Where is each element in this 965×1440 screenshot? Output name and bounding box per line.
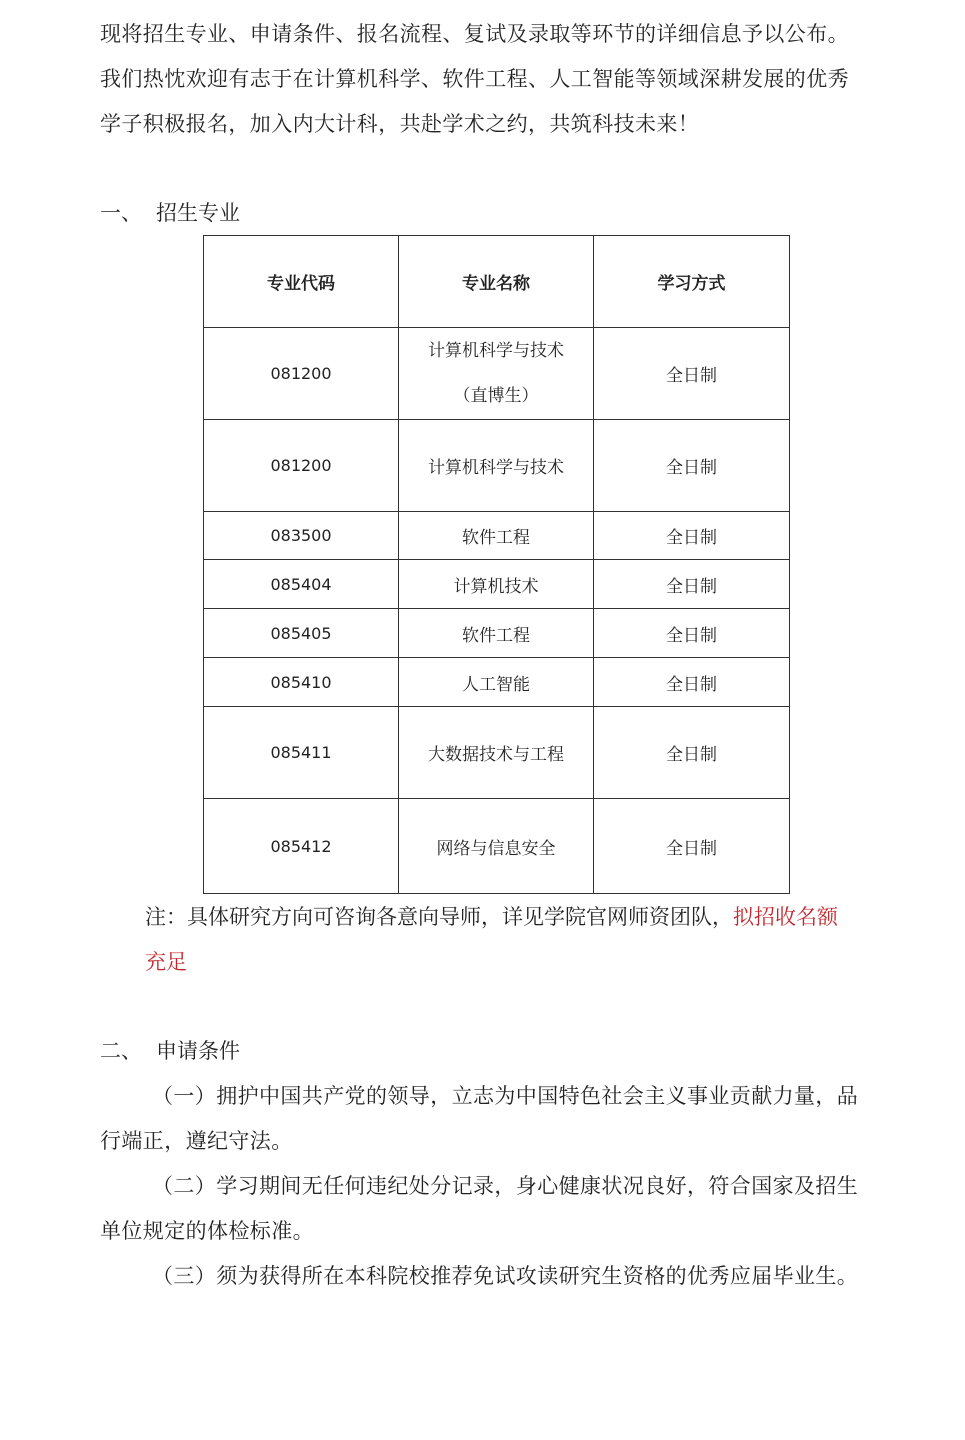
study-mode: 全日制	[594, 609, 790, 658]
major-name: 网络与信息安全	[399, 799, 594, 894]
table-row	[204, 609, 790, 658]
condition-2-line-2: 单位规定的体检标准。	[100, 1219, 314, 1243]
note-highlight-continued: 充足	[145, 950, 187, 974]
study-mode: 全日制	[594, 560, 790, 609]
major-name: 计算机技术	[399, 560, 594, 609]
major-code: 085405	[204, 609, 399, 658]
note-text: 注：具体研究方向可咨询各意向导师，详见学院官网师资团队，	[145, 905, 733, 929]
major-name-note: （直博生）	[453, 385, 539, 406]
major-code: 085404	[204, 560, 399, 609]
major-code: 083500	[204, 512, 399, 560]
table-note-line-1	[145, 903, 838, 931]
major-name-line: 计算机科学与技术	[428, 340, 564, 361]
column-header-name: 专业名称	[399, 236, 594, 328]
study-mode: 全日制	[594, 512, 790, 560]
intro-line-3: 学子积极报名，加入内大计科，共赴学术之约，共筑科技未来！	[100, 112, 700, 136]
section-number: 一、	[100, 201, 142, 225]
section-title: 申请条件	[156, 1039, 240, 1063]
major-name: 计算机科学与技术	[399, 420, 594, 512]
condition-1-line-2: 行端正，遵纪守法。	[100, 1129, 293, 1153]
major-code: 081200	[204, 420, 399, 512]
majors-table	[203, 235, 790, 894]
major-code: 085412	[204, 799, 399, 894]
major-name: 大数据技术与工程	[399, 707, 594, 799]
major-name	[399, 328, 594, 420]
table-row	[204, 420, 790, 512]
table-note-line-2	[145, 948, 187, 976]
study-mode: 全日制	[594, 328, 790, 420]
study-mode: 全日制	[594, 707, 790, 799]
table-row	[204, 512, 790, 560]
table-row	[204, 658, 790, 707]
table-row	[204, 707, 790, 799]
intro-line-1: 现将招生专业、申请条件、报名流程、复试及录取等环节的详细信息予以公布。	[100, 22, 849, 46]
major-code: 085410	[204, 658, 399, 707]
table-row	[204, 560, 790, 609]
condition-1-line-1: （一）拥护中国共产党的领导，立志为中国特色社会主义事业贡献力量，品	[152, 1084, 859, 1108]
intro-line-2: 我们热忱欢迎有志于在计算机科学、软件工程、人工智能等领域深耕发展的优秀	[100, 67, 849, 91]
major-name: 软件工程	[399, 512, 594, 560]
study-mode: 全日制	[594, 420, 790, 512]
major-code: 081200	[204, 328, 399, 420]
column-header-code: 专业代码	[204, 236, 399, 328]
major-name: 软件工程	[399, 609, 594, 658]
section-title: 招生专业	[156, 201, 240, 225]
condition-3-line-1: （三）须为获得所在本科院校推荐免试攻读研究生资格的优秀应届毕业生。	[152, 1264, 859, 1288]
section-heading-majors	[100, 199, 240, 227]
section-number: 二、	[100, 1039, 142, 1063]
note-highlight: 拟招收名额	[733, 905, 838, 929]
major-code: 085411	[204, 707, 399, 799]
table-row	[204, 799, 790, 894]
condition-2-line-1: （二）学习期间无任何违纪处分记录，身心健康状况良好，符合国家及招生	[152, 1174, 859, 1198]
section-heading-conditions	[100, 1037, 240, 1065]
major-name: 人工智能	[399, 658, 594, 707]
column-header-mode: 学习方式	[594, 236, 790, 328]
table-header-row	[204, 236, 790, 328]
study-mode: 全日制	[594, 658, 790, 707]
table-row	[204, 328, 790, 420]
study-mode: 全日制	[594, 799, 790, 894]
